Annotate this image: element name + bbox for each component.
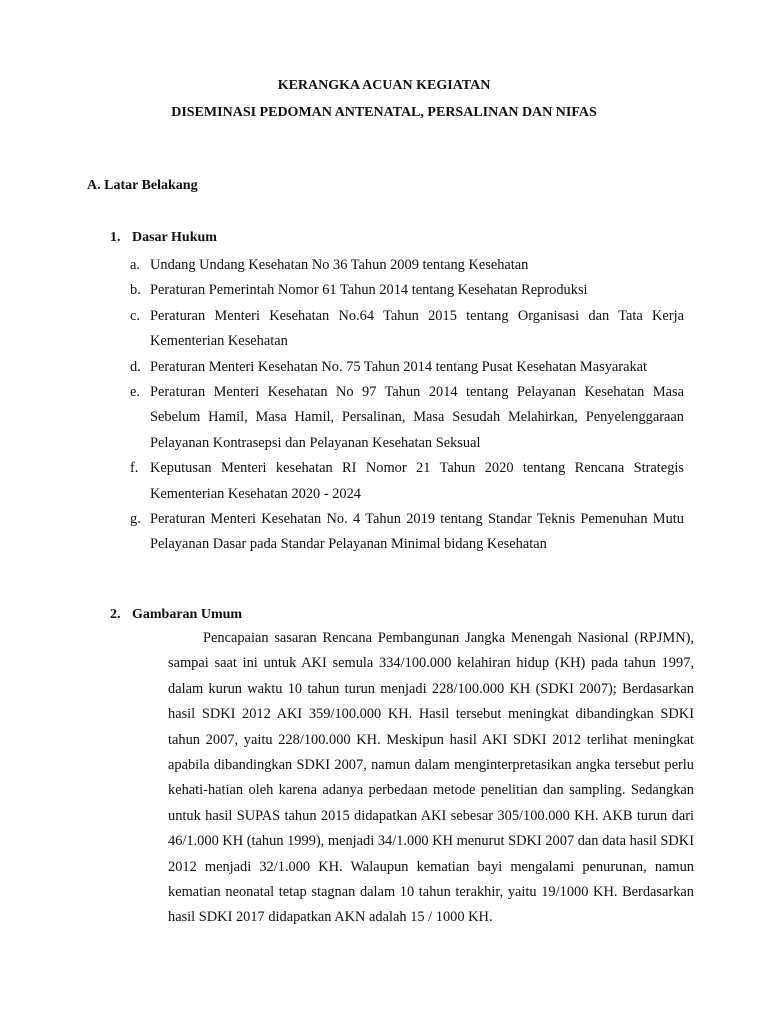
document-title: KERANGKA ACUAN KEGIATAN	[277, 78, 491, 93]
list-item-text: Peraturan Pemerintah Nomor 61 Tahun 2014 tentang Kesehatan Reproduksi	[150, 282, 588, 299]
document-subtitle: DISEMINASI PEDOMAN ANTENATAL, PERSALINAN DAN NIFAS	[171, 105, 597, 120]
list-marker: g.	[130, 511, 141, 528]
list-marker: c.	[130, 307, 140, 324]
subsection-title: Gambaran Umum	[132, 607, 243, 622]
list-marker: a.	[130, 257, 140, 273]
list-item	[130, 278, 684, 303]
list-item	[130, 380, 684, 456]
list-item-text: Undang Undang Kesehatan No 36 Tahun 2009 tentang Kesehatan	[150, 257, 529, 273]
list-item	[130, 253, 684, 278]
subsection-heading-gambaran-umum	[110, 607, 242, 623]
legal-basis-list	[130, 253, 684, 558]
list-item	[130, 507, 684, 558]
list-marker: e.	[130, 384, 140, 401]
list-marker: f.	[130, 460, 139, 477]
list-item	[130, 456, 684, 507]
list-item	[130, 355, 684, 380]
subsection-number: 1.	[110, 230, 121, 245]
subsection-number: 2.	[110, 607, 121, 622]
list-marker: b.	[130, 282, 141, 299]
section-heading-latar-belakang: A. Latar Belakang	[87, 178, 198, 193]
overview-paragraph: Pencapaian sasaran Rencana Pembangunan Jangka Menengah Nasional (RPJMN), sampai saat ini untuk AKI semula 334/100.000 kelahiran hidup (KH) pada tahun 1997, dalam kurun waktu 10 tahun turun menjadi 228/100.000 KH (SDKI 2007); Berdasarkan hasil SDKI 2012 AKI 359/100.000 KH. Hasil tersebut meningkat dibandingkan SDKI tahun 2007, yaitu 228/100.000 KH. Meskipun hasil AKI SDKI 2012 terlihat meningkat apabila dibandingkan SDKI 2007, namun dalam menginterpretasikan angka tersebut perlu kehati-hatian oleh karena adanya perbedaan metode penelitian dan sampling. Sedangkan untuk hasil SUPAS tahun 2015 didapatkan AKI sebesar 305/100.000 KH. AKB turun dari 46/1.000 KH (tahun 1999), menjadi 34/1.000 KH menurut SDKI 2007 dan data hasil SDKI 2012 menjadi 32/1.000 KH. Walaupun kematian bayi mengalami penurunan, namun kematian neonatal tetap stagnan dalam 10 tahun terakhir, yaitu 19/1000 KH. Berdasarkan hasil SDKI 2017 didapatkan AKN adalah 15 / 1000 KH.	[168, 630, 694, 926]
list-item-text: Peraturan Menteri Kesehatan No. 75 Tahun 2014 tentang Pusat Kesehatan Masyarakat	[150, 358, 648, 375]
list-marker: d.	[130, 358, 141, 375]
list-item-text: Peraturan Menteri Kesehatan No 97 Tahun 2014 tentang Pelayanan Kesehatan Masa Sebelum Hamil, Masa Hamil, Persalinan, Masa Sesudah Melahirkan, Penyelenggaraan Pelayanan Kontrasepsi dan Pelayanan Kesehatan Seksual	[150, 384, 684, 451]
list-item	[130, 304, 684, 355]
subsection-title: Dasar Hukum	[132, 230, 217, 245]
list-item-text: Keputusan Menteri kesehatan RI Nomor 21 Tahun 2020 tentang Rencana Strategis Kementerian Kesehatan 2020 - 2024	[150, 460, 684, 502]
subsection-heading-dasar-hukum	[110, 230, 217, 246]
list-item-text: Peraturan Menteri Kesehatan No.64 Tahun 2015 tentang Organisasi dan Tata Kerja Kementerian Kesehatan	[150, 307, 684, 350]
list-item-text: Peraturan Menteri Kesehatan No. 4 Tahun 2019 tentang Standar Teknis Pemenuhan Mutu Pelayanan Dasar pada Standar Pelayanan Minimal bidang Kesehatan	[150, 511, 684, 553]
